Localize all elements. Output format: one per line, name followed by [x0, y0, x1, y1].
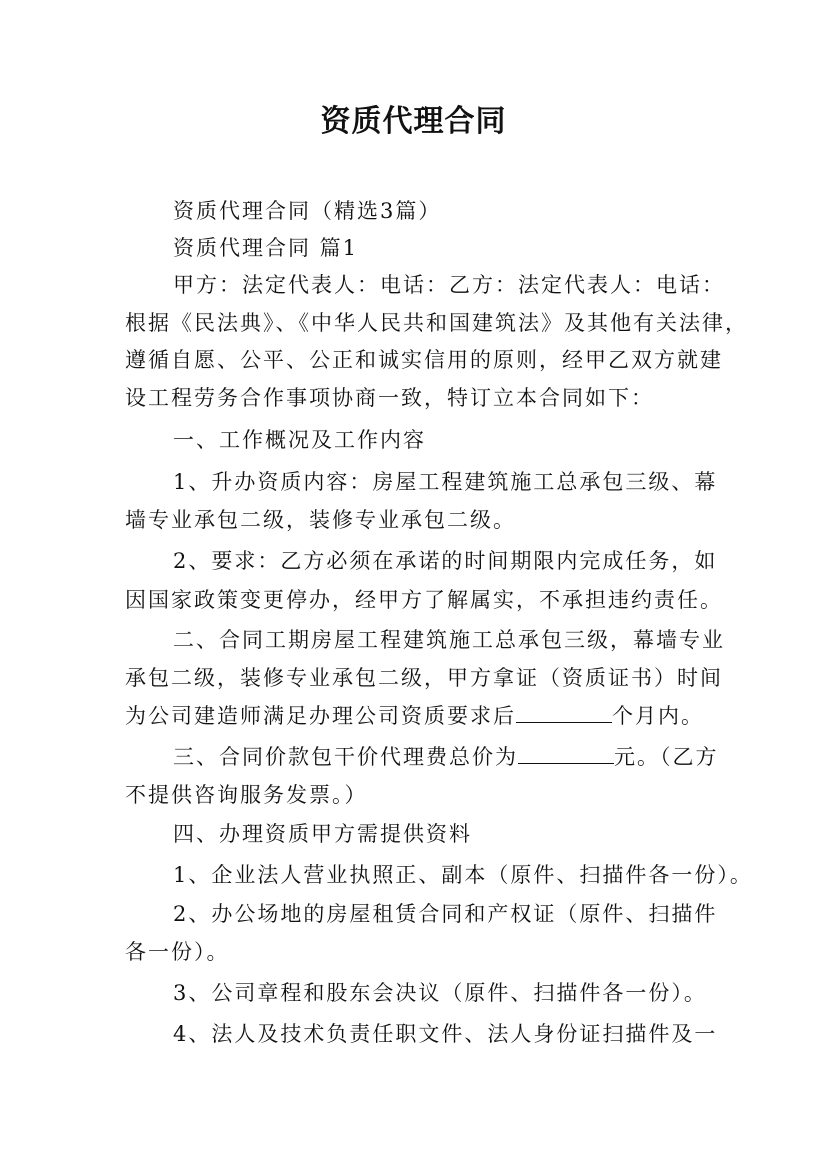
paragraph-line: 各一份）。 [125, 940, 230, 964]
paragraph-text: 为公司建造师满足办理公司资质要求后 [125, 704, 516, 728]
paragraph-line: 甲方：法定代表人：电话：乙方：法定代表人：电话： [173, 273, 725, 297]
paragraph-text: 个月内。 [612, 704, 704, 728]
fill-in-blank [516, 702, 612, 723]
paragraph-line: 二、合同工期房屋工程建筑施工总承包三级，幕墙专业 [173, 628, 725, 652]
paragraph-line: 不提供咨询服务发票。） [125, 783, 368, 807]
clause-heading: 四、办理资质甲方需提供资料 [173, 822, 472, 846]
paragraph-line: 1、升办资质内容：房屋工程建筑施工总承包三级、幕 [173, 470, 718, 494]
paragraph-text: 元。（乙方 [614, 745, 719, 769]
document-title: 资质代理合同 [320, 104, 507, 139]
paragraph-line: 遵循自愿、公平、公正和诚实信用的原则，经甲乙双方就建 [125, 348, 723, 372]
subtitle-line: 资质代理合同（精选3篇） [173, 199, 442, 223]
clause-heading: 一、工作概况及工作内容 [173, 428, 426, 452]
fill-in-blank [518, 743, 614, 764]
paragraph-text: 三、合同价款包干价代理费总价为 [173, 745, 518, 769]
paragraph-line: 2、要求：乙方必须在承诺的时间期限内完成任务，如 [173, 549, 718, 573]
paragraph-line: 根据《民法典》、《中华人民共和国建筑法》及其他有关法律， [125, 311, 748, 335]
paragraph-line: 因国家政策变更停办，经甲方了解属实，不承担违约责任。 [125, 588, 723, 612]
paragraph-line: 4、法人及技术负责任职文件、法人身份证扫描件及一 [173, 1022, 718, 1046]
section-heading: 资质代理合同 篇1 [173, 236, 359, 260]
paragraph-line [125, 701, 704, 731]
paragraph-line: 墙专业承包二级，装修专业承包二级。 [125, 508, 516, 532]
paragraph-line: 设工程劳务合作事项协商一致，特订立本合同如下： [125, 386, 654, 410]
paragraph-line [173, 742, 719, 772]
paragraph-line: 1、企业法人营业执照正、副本（原件、扫描件各一份）。 [173, 863, 753, 887]
paragraph-line: 承包二级，装修专业承包二级，甲方拿证（资质证书）时间 [125, 666, 723, 690]
paragraph-line: 3、公司章程和股东会决议（原件、扫描件各一份）。 [173, 981, 707, 1005]
paragraph-line: 2、办公场地的房屋租赁合同和产权证（原件、扫描件 [173, 902, 718, 926]
